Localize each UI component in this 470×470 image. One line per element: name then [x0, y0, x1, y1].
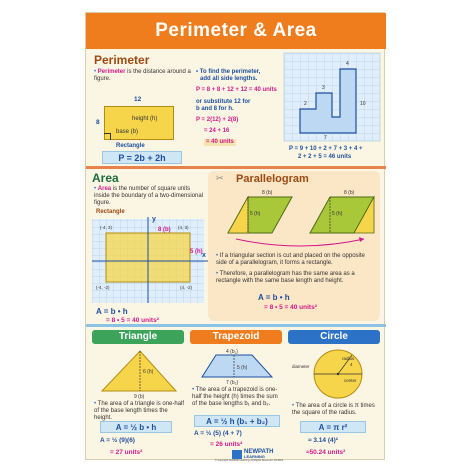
scissors-icon: ✂ — [216, 173, 224, 183]
trapezoid-h-label: 5 (h) — [237, 365, 248, 371]
para-label-5b: 5 (h) — [332, 211, 343, 217]
perimeter-calc-1: P = 8 + 8 + 12 + 12 = 40 units — [196, 87, 277, 93]
triangle-calc-1: A = ½ (9)(6) — [100, 437, 135, 444]
area-coordinate-grid — [92, 213, 210, 305]
area-side-8: 8 (b) — [158, 227, 171, 233]
logo-brand-2: LEARNING — [244, 454, 265, 459]
area-definition: • Area is the number of square units inside the boundary of a two-dimensional figure. — [94, 186, 204, 206]
trapezoid-calc-1: A = ½ (5) (4 + 7) — [194, 430, 242, 437]
circle-text: • The area of a circle is π times the square of the radius. — [292, 403, 375, 416]
trapezoid-figure — [194, 347, 280, 385]
triangle-heading: Triangle — [92, 330, 184, 344]
circle-calc-2: ≈50.24 units² — [306, 449, 346, 456]
grid-sum-2: 2 + 2 + 5 = 46 units — [298, 154, 352, 160]
perimeter-formula: P = 2b + 2h — [102, 151, 182, 164]
area-axis-x: x — [202, 252, 206, 259]
circle-center-label: center — [344, 378, 357, 383]
perimeter-calc-2: P = 2(12) + 2(8) — [196, 117, 239, 123]
page-title: Perimeter & Area — [86, 13, 386, 49]
grid-label-4: 4 — [346, 61, 349, 67]
circle-formula: A = π r² — [300, 421, 366, 433]
triangle-b-label: 9 (b) — [134, 394, 145, 400]
logo-brand-1: NEWPATH — [244, 449, 274, 455]
trapezoid-heading: Trapezoid — [190, 330, 282, 344]
para-label-8b: 8 (b) — [344, 190, 355, 196]
triangle-text: • The area of a triangle is one-half of the base length times the height. — [94, 401, 185, 421]
triangle-calc-2: = 27 units² — [110, 449, 143, 456]
find-text-2: add all side lengths. — [200, 76, 258, 82]
coord-br: (4, -2) — [180, 285, 193, 290]
section-divider-1 — [86, 166, 386, 169]
base-label: base (b) — [116, 129, 139, 135]
coord-bl: (-4, -2) — [96, 285, 110, 290]
grid-label-7: 7 — [324, 135, 327, 141]
circle-heading: Circle — [288, 330, 380, 344]
perimeter-calc-3: = 24 + 16 — [204, 128, 230, 134]
perimeter-definition: • Perimeter is the distance around a figure. — [94, 69, 191, 82]
area-formula: A = b • h — [96, 307, 128, 316]
circle-radius-value: 4 — [350, 362, 353, 367]
circle-calc-1: ≈ 3.14 (4)² — [308, 437, 338, 444]
area-rect-caption: Rectangle — [96, 209, 125, 215]
area-heading: Area — [92, 171, 119, 185]
logo-mark — [232, 450, 242, 459]
circle-radius-label: radius — [342, 356, 355, 361]
parallelogram-formula: A = b • h — [258, 293, 290, 302]
perimeter-grid-figure — [284, 53, 380, 145]
area-calc: = 8 • 5 = 40 units² — [106, 317, 159, 324]
area-axis-y: y — [152, 216, 156, 223]
circle-figure — [290, 346, 380, 402]
trapezoid-formula: A = ½ h (b₁ + b₂) — [194, 415, 280, 427]
parallelogram-heading: Parallelogram — [236, 173, 309, 185]
perimeter-calc-4: = 40 units — [206, 139, 234, 145]
para-label-8a: 8 (b) — [262, 190, 273, 196]
parallelogram-figures — [210, 187, 382, 247]
grid-sum-1: P = 9 + 10 + 2 + 7 + 3 + 4 + — [289, 146, 363, 152]
grid-label-3: 3 — [322, 85, 325, 91]
rectangle-caption: Rectangle — [116, 143, 145, 149]
coord-tr: (4, 3) — [178, 225, 189, 230]
find-text-1: • To find the perimeter, — [196, 69, 261, 75]
footer-copyright: © Copyright NewPath Learning. All Rights Reserved. 93-4601 — [214, 459, 284, 462]
subst-text-2: b and 8 for h. — [196, 106, 234, 112]
height-label: height (h) — [132, 116, 158, 122]
circle-diameter-label: diameter — [292, 364, 310, 369]
coord-tl: (-4, 3) — [100, 225, 113, 230]
parallelogram-calc: = 8 • 5 = 40 units² — [264, 304, 317, 311]
rect-width-label: 8 — [96, 119, 100, 126]
right-angle-mark — [104, 133, 111, 140]
grid-label-2: 2 — [304, 101, 307, 107]
grid-label-10: 10 — [360, 101, 366, 107]
perimeter-heading: Perimeter — [94, 53, 150, 67]
perimeter-rectangle — [104, 106, 174, 140]
subst-text-1: or substitute 12 for — [196, 99, 251, 105]
triangle-figure — [96, 347, 182, 399]
section-divider-2 — [86, 324, 386, 327]
triangle-formula: A = ½ b • h — [100, 421, 172, 433]
trapezoid-text: • The area of a trapezoid is one-half the height (h) times the sum of the base lengths b₁ and b₂. — [192, 387, 278, 407]
area-side-5: 5 (h) — [190, 249, 203, 255]
parallelogram-bullet-1: • If a triangular section is cut and placed on the opposite side of a parallelogram, it forms a rectangle. — [216, 253, 365, 266]
rect-length-label: 12 — [134, 96, 142, 103]
parallelogram-bullet-2: • Therefore, a parallelogram has the same area as a rectangle with the same base length and height. — [216, 271, 355, 284]
trapezoid-calc-2: = 26 units² — [210, 441, 243, 448]
poster — [85, 12, 385, 460]
trapezoid-b1-label: 4 (b₁) — [226, 349, 238, 355]
triangle-h-label: 6 (h) — [143, 369, 154, 375]
para-label-5a: 5 (h) — [250, 211, 261, 217]
trapezoid-b2-label: 7 (b₂) — [226, 380, 239, 386]
